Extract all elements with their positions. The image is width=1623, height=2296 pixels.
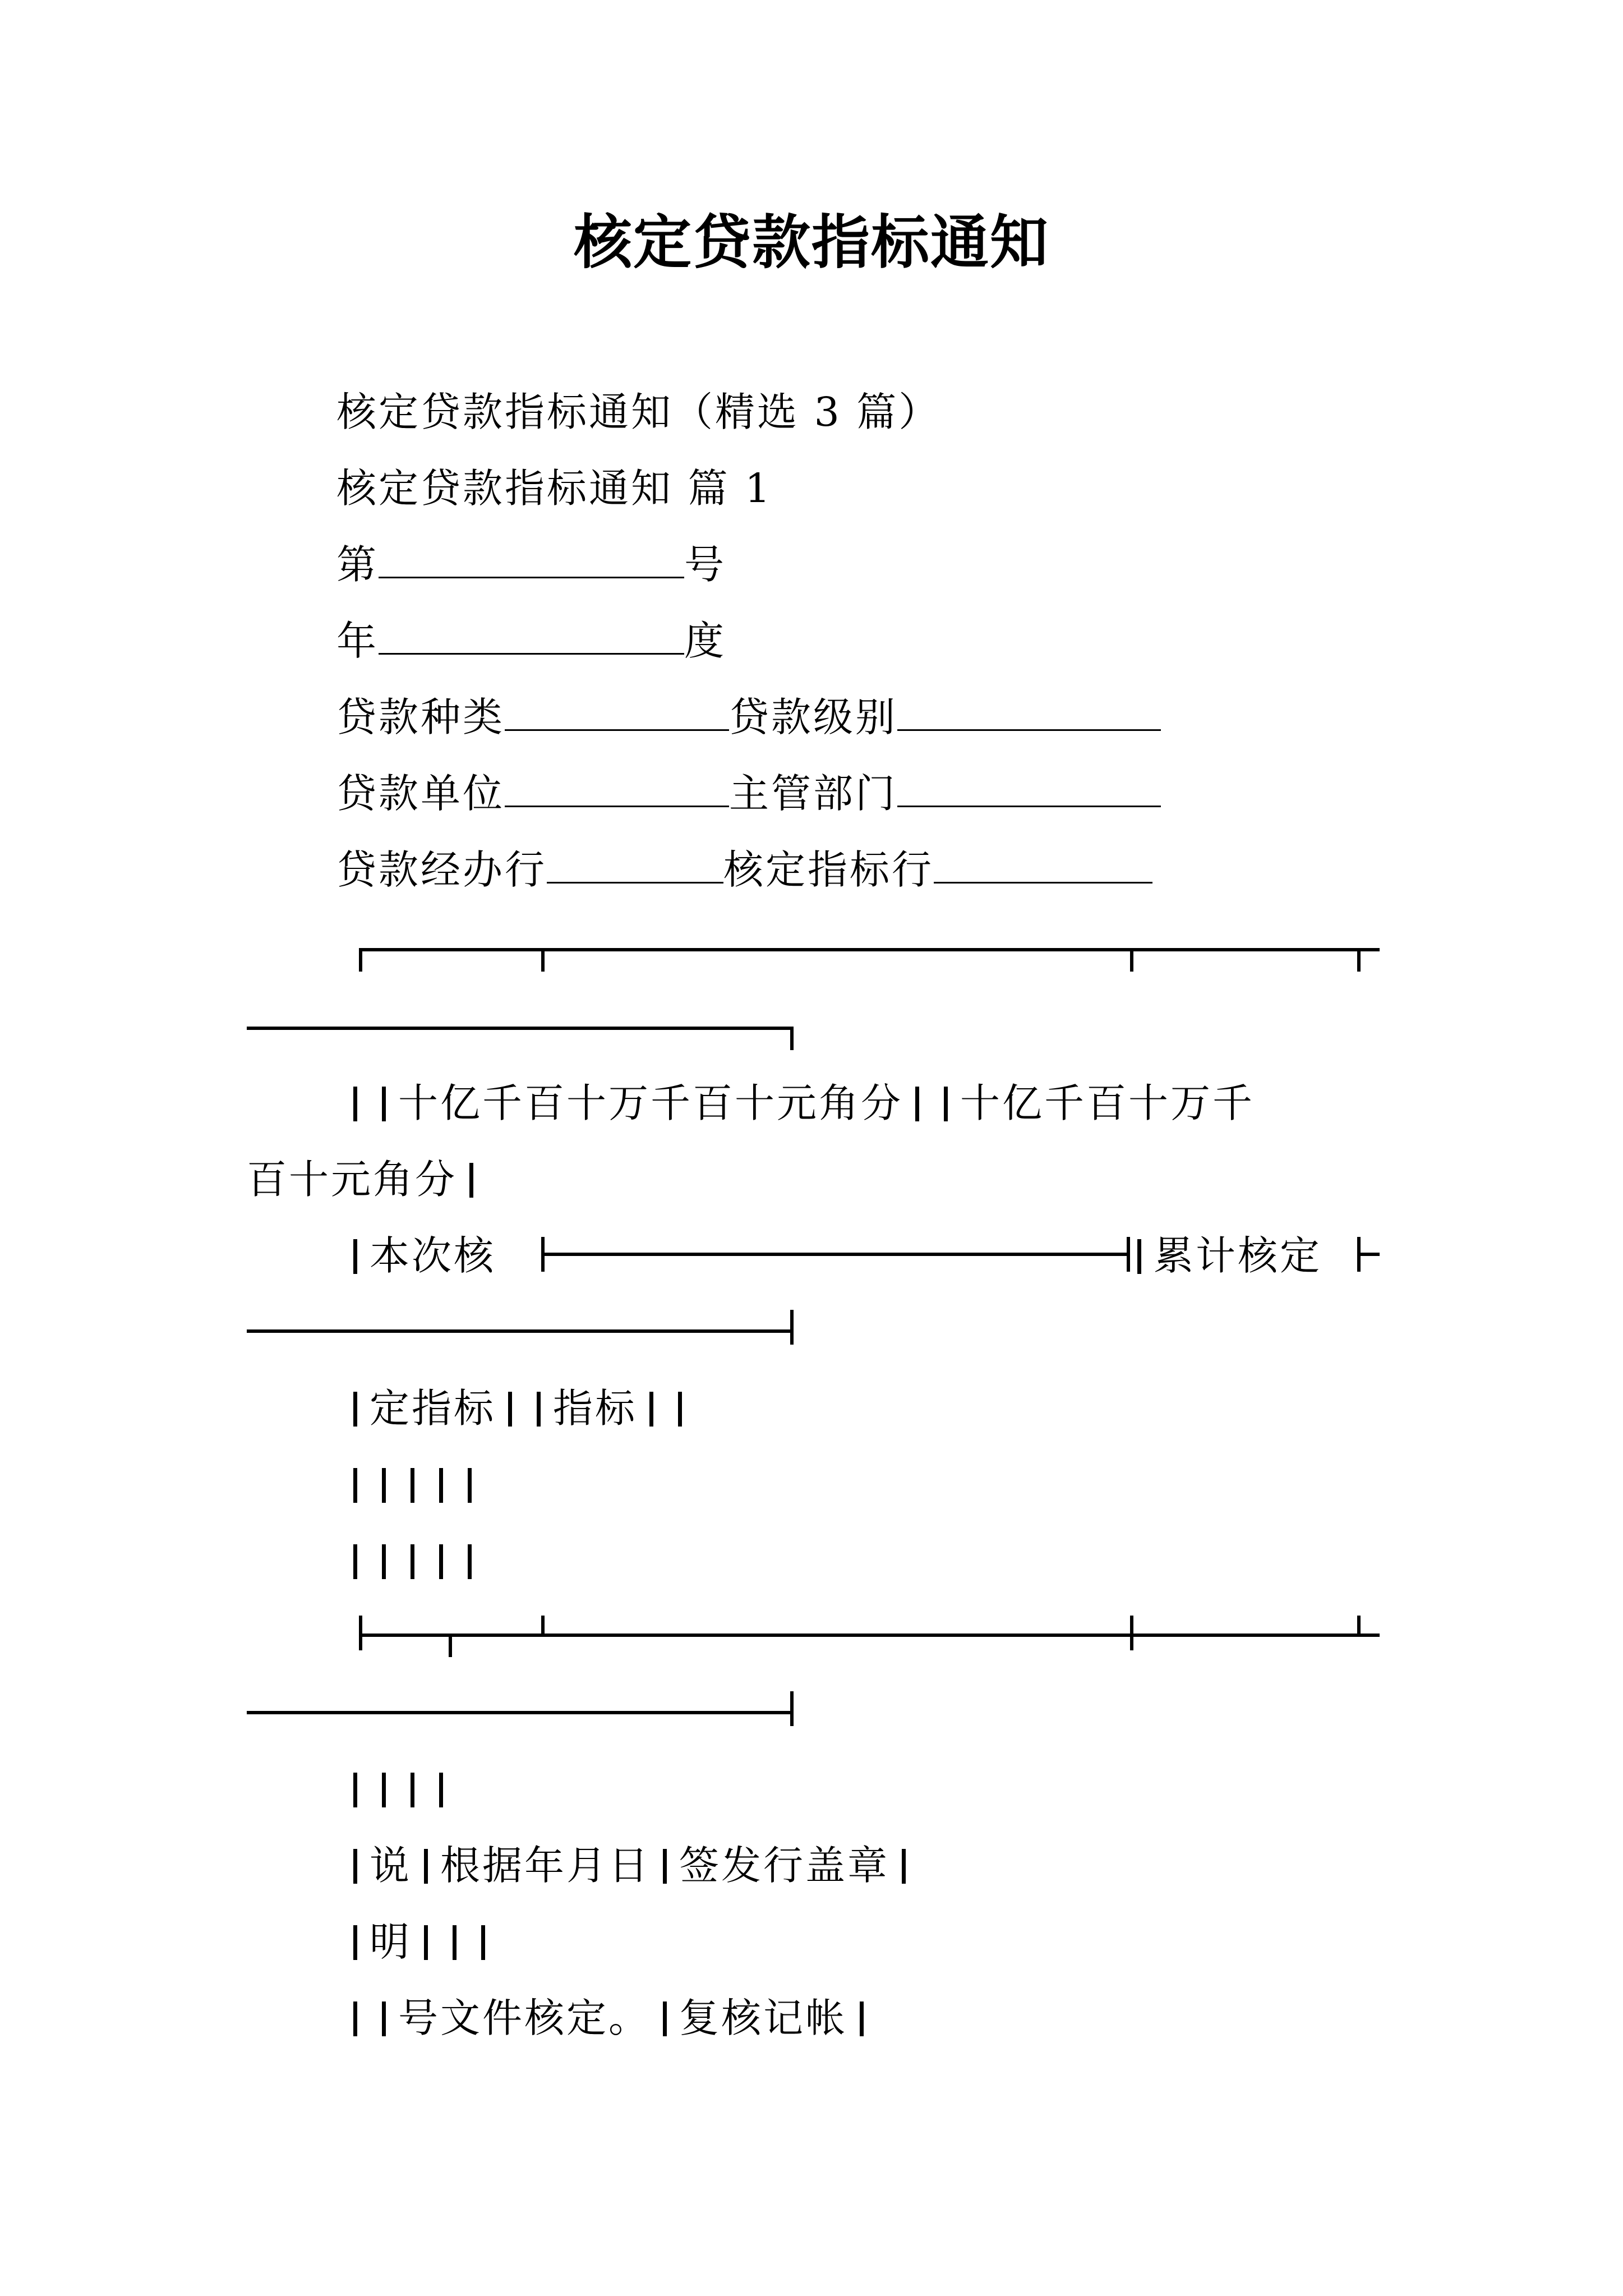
digits-row-cont xyxy=(247,1149,486,1211)
basis-label: 根据年月日 xyxy=(440,1842,651,1889)
shuo-label: 说 xyxy=(370,1842,412,1889)
label-di: 第 xyxy=(336,541,379,588)
label-hao: 号 xyxy=(684,541,727,588)
blank-index-bank xyxy=(934,847,1152,884)
index-row xyxy=(353,1378,694,1439)
this-check-label: 本次核 xyxy=(370,1232,496,1279)
review-label: 复核记帐 xyxy=(679,1995,848,2041)
label-handling-bank: 贷款经办行 xyxy=(336,846,547,893)
digits-a: 十亿千百十万千百十元角分 xyxy=(398,1080,903,1126)
cumulative-label: 累计核定 xyxy=(1154,1232,1322,1279)
this-check-row xyxy=(353,1225,496,1287)
handling-bank-line xyxy=(336,839,1152,901)
blank-loan-level xyxy=(897,694,1161,731)
digits-c: 百十元角分 xyxy=(247,1156,458,1203)
label-loan-unit: 贷款单位 xyxy=(336,770,505,817)
loan-unit-line xyxy=(336,763,1161,825)
blank-handling-bank xyxy=(547,847,723,884)
label-department: 主管部门 xyxy=(729,770,898,817)
empty-row-1 xyxy=(353,1454,484,1516)
blank-loan-type xyxy=(505,694,729,731)
issuer-label: 签发行盖章 xyxy=(679,1842,890,1889)
blank-loan-unit xyxy=(505,771,729,807)
blank-department xyxy=(897,771,1161,807)
remark-row-3 xyxy=(353,1987,876,2049)
loan-type-line xyxy=(336,687,1161,748)
remark-row-2 xyxy=(353,1911,497,1973)
label-loan-level: 贷款级别 xyxy=(729,694,898,740)
label-index-bank: 核定指标行 xyxy=(723,846,934,893)
label-loan-type: 贷款种类 xyxy=(336,694,505,740)
label-du: 度 xyxy=(684,618,727,664)
number-line xyxy=(336,534,726,596)
empty-row-2 xyxy=(353,1530,484,1592)
document-title: 核定贷款指标通知 xyxy=(573,208,1049,277)
year-line xyxy=(336,610,726,672)
cumulative-cell xyxy=(1137,1225,1322,1287)
label-nian: 年 xyxy=(336,618,379,664)
blank-year xyxy=(379,618,684,655)
subtitle-line: 核定贷款指标通知（精选 3 篇） xyxy=(336,389,941,435)
remark-row-1 xyxy=(353,1835,918,1897)
doc-check-label: 号文件核定。 xyxy=(398,1995,651,2041)
set-index-label: 定指标 xyxy=(370,1385,496,1432)
section-heading: 核定贷款指标通知 篇 1 xyxy=(336,465,773,512)
remark-empty-row xyxy=(353,1759,455,1820)
digits-b: 十亿千百十万千 xyxy=(960,1080,1255,1126)
digits-row xyxy=(353,1073,1255,1134)
blank-number xyxy=(379,542,684,578)
index-label: 指标 xyxy=(553,1385,638,1432)
ming-label: 明 xyxy=(370,1918,412,1965)
